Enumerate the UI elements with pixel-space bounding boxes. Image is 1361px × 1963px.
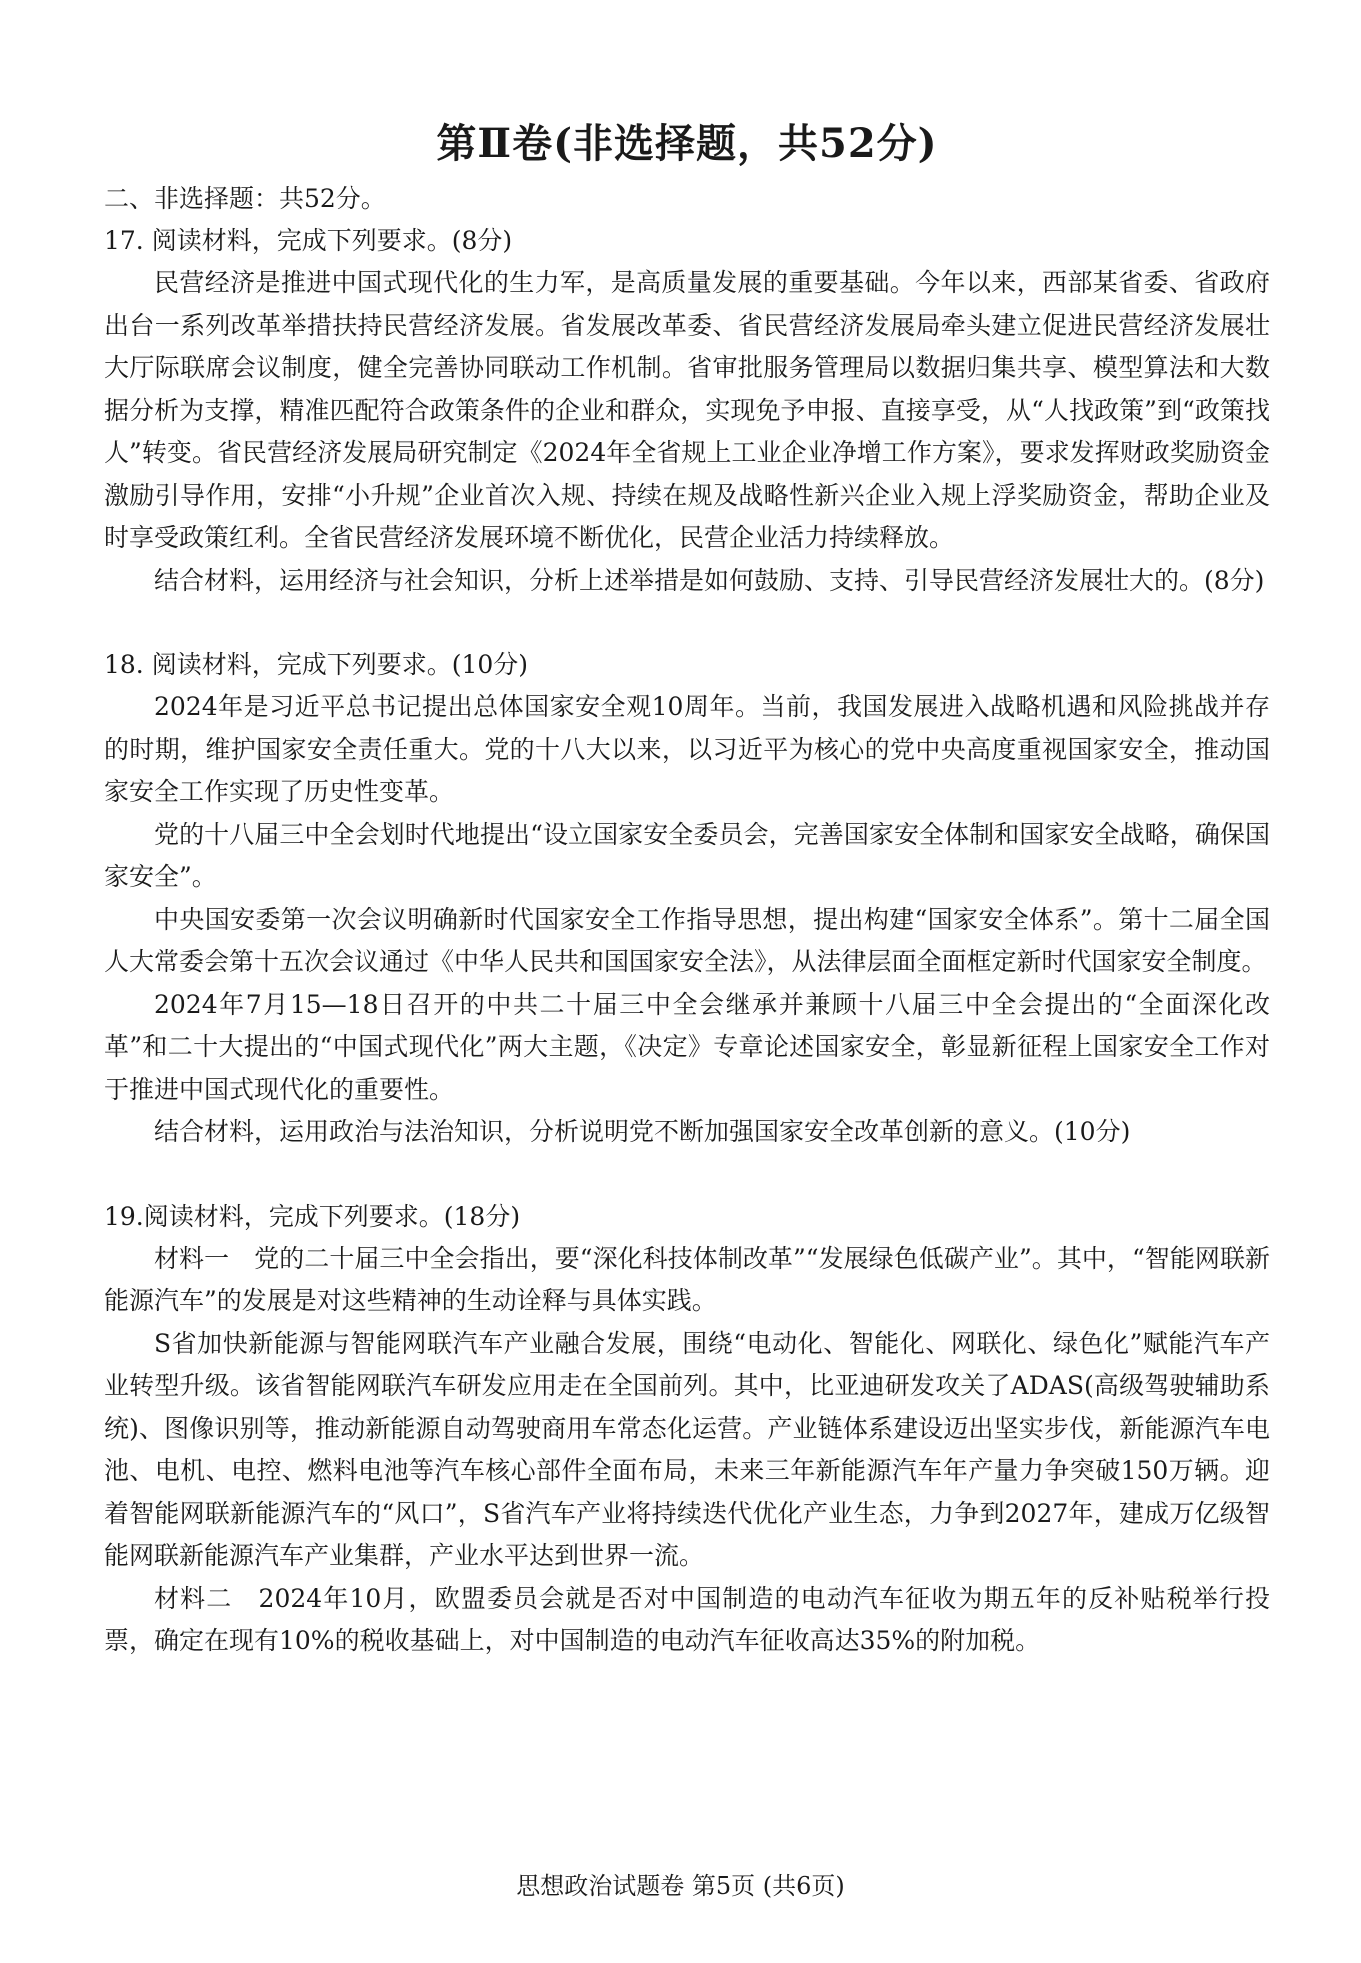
page-title: 第Ⅱ卷(非选择题，共52分): [436, 120, 938, 167]
question-18-material-3: 中央国安委第一次会议明确新时代国家安全工作指导思想，提出构建“国家安全体系”。第十二届全国人大常委会第十五次会议通过《中华人民共和国国家安全法》，从法律层面全面框定新时代国家安全制度。: [104, 904, 1270, 976]
question-19-material-2: 材料二 2024年10月，欧盟委员会就是否对中国制造的电动汽车征收为期五年的反补贴税举行投票，确定在现有10%的税收基础上，对中国制造的电动汽车征收高达35%的附加税。: [104, 1583, 1270, 1655]
section-heading: 二、非选择题：共52分。: [104, 184, 386, 213]
page-footer: 思想政治试题卷 第5页 (共6页): [516, 1872, 845, 1900]
question-18: [104, 644, 1270, 1154]
question-17-heading: 17. 阅读材料，完成下列要求。(8分): [104, 226, 513, 255]
question-19-heading: 19.阅读材料，完成下列要求。(18分): [104, 1201, 521, 1231]
question-17-material: 民营经济是推进中国式现代化的生力军，是高质量发展的重要基础。今年以来，西部某省委、省政府出台一系列改革举措扶持民营经济发展。省发展改革委、省民营经济发展局牵头建立促进民营经济发展壮大厅际联席会议制度，健全完善协同联动工作机制。省审批服务管理局以数据归集共享、模型算法和大数据分析为支撑，精准匹配符合政策条件的企业和群众，实现免予申报、直接享受，从“人找政策”到“政策找人”转变。省民营经济发展局研究制定《2024年全省规上工业企业净增工作方案》，要求发挥财政奖励资金激励引导作用，安排“小升规”企业首次入规、持续在规及战略性新兴企业入规上浮奖励资金，帮助企业及时享受政策红利。全省民营经济发展环境不断优化，民营企业活力持续释放。: [104, 268, 1270, 552]
question-19-material-1-detail: S省加快新能源与智能网联汽车产业融合发展，围绕“电动化、智能化、网联化、绿色化”赋能汽车产业转型升级。该省智能网联汽车研发应用走在全国前列。其中，比亚迪研发攻关了ADAS(高级驾驶辅助系统)、图像识别等，推动新能源自动驾驶商用车常态化运营。产业链体系建设迈出坚实步伐，新能源汽车电池、电机、电控、燃料电池等汽车核心部件全面布局，未来三年新能源汽车年产量力争突破150万辆。迎着智能网联新能源汽车的“风口”，S省汽车产业将持续迭代优化产业生态，力争到2027年，建成万亿级智能网联新能源汽车产业集群，产业水平达到世界一流。: [104, 1328, 1270, 1570]
question-18-material-4: 2024年7月15—18日召开的中共二十届三中全会继承并兼顾十八届三中全会提出的“全面深化改革”和二十大提出的“中国式现代化”两大主题，《决定》专章论述国家安全，彰显新征程上国家安全工作对于推进中国式现代化的重要性。: [104, 989, 1270, 1104]
question-18-material-2: 党的十八届三中全会划时代地提出“设立国家安全委员会，完善国家安全体制和国家安全战略，确保国家安全”。: [104, 819, 1270, 891]
question-18-prompt: 结合材料，运用政治与法治知识，分析说明党不断加强国家安全改革创新的意义。(10分): [154, 1117, 1131, 1146]
question-18-material-1: 2024年是习近平总书记提出总体国家安全观10周年。当前，我国发展进入战略机遇和风险挑战并存的时期，维护国家安全责任重大。党的十八大以来，以习近平为核心的党中央高度重视国家安全，推动国家安全工作实现了历史性变革。: [104, 692, 1270, 806]
question-17-prompt: 结合材料，运用经济与社会知识，分析上述举措是如何鼓励、支持、引导民营经济发展壮大的。(8分): [154, 565, 1265, 595]
question-19: [104, 1196, 1270, 1663]
exam-page: [104, 120, 1270, 1705]
question-19-material-1: 材料一 党的二十届三中全会指出，要“深化科技体制改革”“发展绿色低碳产业”。其中，“智能网联新能源汽车”的发展是对这些精神的生动诠释与具体实践。: [104, 1243, 1270, 1315]
question-18-heading: 18. 阅读材料，完成下列要求。(10分): [104, 650, 529, 679]
question-17: [104, 220, 1270, 602]
